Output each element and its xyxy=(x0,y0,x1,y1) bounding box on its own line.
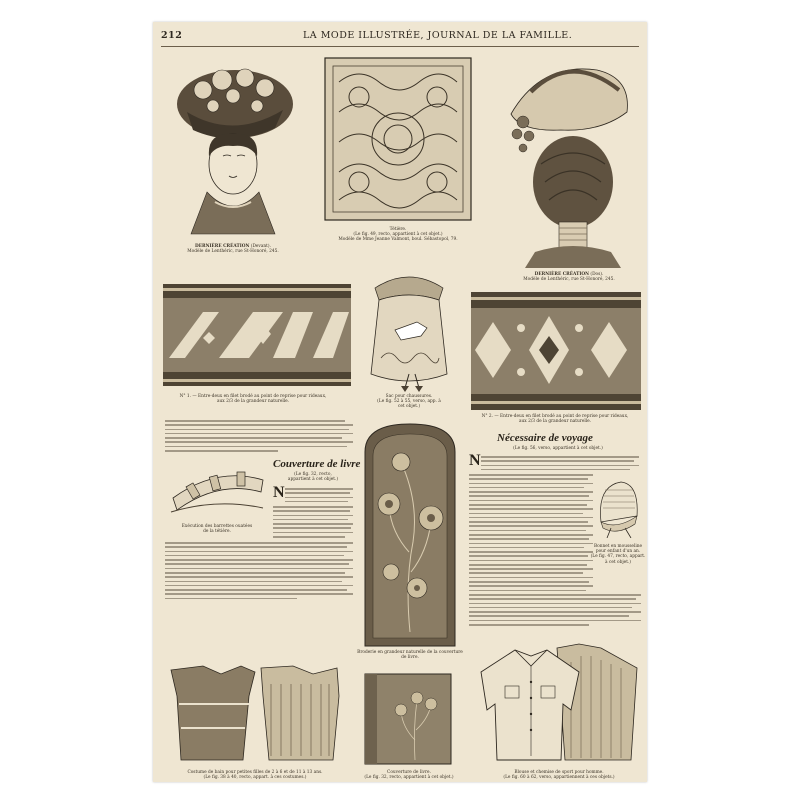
shirts-caption: Blouse et chemise de sport pour homme. (Le fig. 60 à 62, verso, appartiennent à ces objets.) xyxy=(503,770,615,781)
doily-caption: Tétière. (Le fig. 49, recto, appartient à cet objet.) Modèle de Mme Jeanne Valmont, boul. Sébastopol, 79. xyxy=(338,227,458,243)
book-cover-illustration xyxy=(361,670,455,768)
necessaire-drop-cap: N xyxy=(469,452,481,469)
shoe-bag-caption: Sac pour chaussures. (Le fig. 52 à 55, verso, app. à cet objet.) xyxy=(377,394,441,410)
necessaire-ref: (Le fig. 56, verso, appartient à cet objet.) xyxy=(513,446,603,451)
hat-front-illustration xyxy=(167,52,299,242)
bathing-suit-illustration xyxy=(165,664,345,766)
lace-band-2-illustration xyxy=(471,292,641,410)
bathing-suit-caption: Costume de bain pour petites filles de 2 à 6 et de 11 à 13 ans. (Le fig. 38 à 40, recto, appart. à ces costumes.) xyxy=(187,770,323,781)
bonnet-illustration xyxy=(595,478,641,538)
bonnet-caption: Bonnet en mousseline pour enfant d'un an. (Le fig. 47, recto, appart. à cet objet.) xyxy=(590,544,646,565)
couverture-drop-cap: N xyxy=(273,484,285,501)
necessaire-text-column xyxy=(469,474,593,594)
couverture-ref: (Le fig. 32, recto, appartient à cet objet.) xyxy=(287,472,339,482)
book-cover-caption: Couverture de livre. (Le fig. 32, recto, appartient à cet objet.) xyxy=(364,770,454,781)
couverture-text-body xyxy=(165,542,353,602)
hat-front-caption: DERNIÈRE CRÉATION (Devant). Modèle de Lenthéric, rue St-Honoré, 245. xyxy=(187,244,279,255)
journal-title: LA MODE ILLUSTRÉE, JOURNAL DE LA FAMILLE. xyxy=(303,30,573,41)
couverture-text-beside xyxy=(285,488,353,505)
embroidery-caption: Broderie en grandeur naturelle de la couverture de livre. xyxy=(357,650,463,661)
necessaire-text-top xyxy=(481,456,639,473)
lace-band-2-caption: N° 2. — Entre-deux en filet brodé au point de reprise pour rideaux, aux 2/3 de la grandeur naturelle. xyxy=(481,414,629,425)
shirts-illustration xyxy=(475,642,643,764)
tabs-caption: Exécution des barrettes ouatées de la tétière. xyxy=(181,524,253,535)
magazine-page xyxy=(153,22,647,782)
embroidery-illustration xyxy=(361,422,459,648)
header-rule xyxy=(161,46,639,47)
doily-illustration xyxy=(319,52,477,226)
page-number: 212 xyxy=(161,30,183,41)
couverture-heading: Couverture de livre xyxy=(273,458,361,470)
necessaire-text-bottom xyxy=(469,594,641,628)
article-text-left-top xyxy=(165,420,353,454)
hat-back-caption: DERNIÈRE CRÉATION (Dos). Modèle de Lenthéric, rue St-Honoré, 245. xyxy=(523,272,615,283)
couverture-text-column xyxy=(273,506,353,540)
tabs-illustration xyxy=(167,458,267,518)
lace-band-1-illustration xyxy=(163,284,351,386)
lace-band-1-caption: N° 1. — Entre-deux en filet brodé au point de reprise pour rideaux, aux 2/3 de la grandeur naturelle. xyxy=(179,394,327,405)
page-header xyxy=(153,30,647,44)
shoe-bag-illustration xyxy=(361,270,457,392)
hat-back-illustration xyxy=(501,52,637,270)
necessaire-heading: Nécessaire de voyage xyxy=(497,432,593,444)
